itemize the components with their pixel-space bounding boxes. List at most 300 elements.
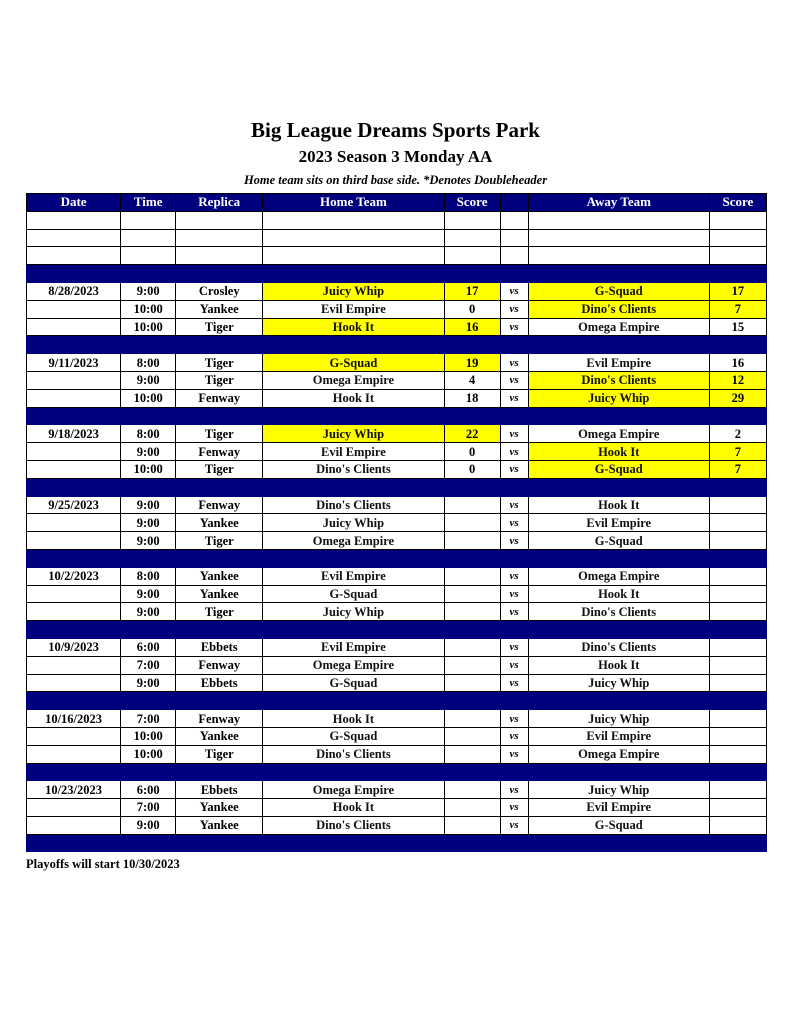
- away-team: G-Squad: [528, 282, 709, 300]
- away-team: Juicy Whip: [528, 781, 709, 799]
- game-time: 9:00: [121, 371, 176, 389]
- week-separator: [27, 478, 767, 496]
- separator-cell: [444, 692, 500, 710]
- home-team: Hook It: [263, 799, 444, 817]
- vs-label: vs: [500, 496, 528, 514]
- game-time: 9:00: [121, 514, 176, 532]
- separator-cell: [444, 407, 500, 425]
- away-score: [709, 745, 766, 763]
- home-team: Evil Empire: [263, 567, 444, 585]
- away-score: [709, 567, 766, 585]
- away-score: 12: [709, 371, 766, 389]
- game-row: [27, 389, 767, 407]
- home-team: G-Squad: [263, 585, 444, 603]
- home-team: Evil Empire: [263, 300, 444, 318]
- separator-cell: [263, 336, 444, 354]
- home-team-note: Home team sits on third base side. *Denotes Doubleheader: [243, 173, 548, 187]
- game-row: [27, 496, 767, 514]
- separator-cell: [444, 621, 500, 639]
- away-score: [709, 532, 766, 550]
- separator-cell: [263, 834, 444, 852]
- game-row: [27, 781, 767, 799]
- game-time: 7:00: [121, 799, 176, 817]
- away-team: Evil Empire: [528, 354, 709, 372]
- col-vs-header: [500, 194, 528, 212]
- separator-cell: [709, 621, 766, 639]
- col-date-header: Date: [27, 194, 121, 212]
- vs-label: vs: [500, 603, 528, 621]
- away-team: Omega Empire: [528, 425, 709, 443]
- home-team: Hook It: [263, 318, 444, 336]
- vs-label: vs: [500, 389, 528, 407]
- document-subtitle: 2023 Season 3 Monday AA: [298, 147, 493, 166]
- away-score: [709, 816, 766, 834]
- game-time: 10:00: [121, 300, 176, 318]
- separator-cell: [27, 621, 121, 639]
- game-time: 6:00: [121, 638, 176, 656]
- game-row: [27, 425, 767, 443]
- home-team: Dino's Clients: [263, 816, 444, 834]
- home-team: Juicy Whip: [263, 282, 444, 300]
- away-team: Juicy Whip: [528, 389, 709, 407]
- home-score: 0: [444, 300, 500, 318]
- vs-label: vs: [500, 781, 528, 799]
- game-date-empty: [27, 585, 121, 603]
- home-team: Omega Empire: [263, 781, 444, 799]
- vs-label: vs: [500, 710, 528, 728]
- separator-cell: [27, 692, 121, 710]
- vs-label: vs: [500, 745, 528, 763]
- separator-cell: [709, 834, 766, 852]
- vs-label: vs: [500, 354, 528, 372]
- away-score: 2: [709, 425, 766, 443]
- vs-label: vs: [500, 460, 528, 478]
- blank-cell: [176, 229, 263, 247]
- home-team: Dino's Clients: [263, 496, 444, 514]
- blank-cell: [27, 247, 121, 265]
- game-replica: Tiger: [176, 354, 263, 372]
- blank-cell: [263, 229, 444, 247]
- away-score: [709, 799, 766, 817]
- game-date-empty: [27, 816, 121, 834]
- game-row: [27, 816, 767, 834]
- game-date-empty: [27, 318, 121, 336]
- away-score: 17: [709, 282, 766, 300]
- away-team: Hook It: [528, 496, 709, 514]
- separator-cell: [121, 621, 176, 639]
- game-date-empty: [27, 532, 121, 550]
- home-team: Dino's Clients: [263, 745, 444, 763]
- home-score: [444, 656, 500, 674]
- game-row: [27, 460, 767, 478]
- blank-cell: [528, 247, 709, 265]
- vs-label: vs: [500, 799, 528, 817]
- home-score: [444, 781, 500, 799]
- game-time: 8:00: [121, 425, 176, 443]
- header-row: [27, 194, 767, 212]
- game-time: 10:00: [121, 727, 176, 745]
- game-time: 10:00: [121, 389, 176, 407]
- vs-label: vs: [500, 371, 528, 389]
- separator-cell: [500, 265, 528, 283]
- game-replica: Tiger: [176, 532, 263, 550]
- separator-cell: [528, 549, 709, 567]
- away-score: [709, 781, 766, 799]
- game-row: [27, 371, 767, 389]
- separator-cell: [263, 549, 444, 567]
- separator-cell: [528, 692, 709, 710]
- blank-cell: [444, 247, 500, 265]
- away-score: [709, 638, 766, 656]
- away-score: [709, 496, 766, 514]
- game-date-empty: [27, 514, 121, 532]
- separator-cell: [500, 692, 528, 710]
- separator-cell: [500, 621, 528, 639]
- blank-cell: [263, 247, 444, 265]
- away-score: [709, 603, 766, 621]
- separator-cell: [121, 407, 176, 425]
- vs-label: vs: [500, 318, 528, 336]
- game-time: 6:00: [121, 781, 176, 799]
- game-time: 10:00: [121, 318, 176, 336]
- game-row: [27, 443, 767, 461]
- separator-cell: [263, 763, 444, 781]
- away-score: 16: [709, 354, 766, 372]
- separator-cell: [263, 265, 444, 283]
- away-team: G-Squad: [528, 532, 709, 550]
- game-replica: Fenway: [176, 389, 263, 407]
- game-row: [27, 710, 767, 728]
- week-separator: [27, 549, 767, 567]
- game-date-empty: [27, 656, 121, 674]
- col-away-score-header: Score: [709, 194, 766, 212]
- game-replica: Yankee: [176, 567, 263, 585]
- home-team: Evil Empire: [263, 638, 444, 656]
- separator-cell: [500, 763, 528, 781]
- separator-cell: [176, 265, 263, 283]
- separator-cell: [121, 763, 176, 781]
- blank-cell: [709, 211, 766, 229]
- game-time: 10:00: [121, 460, 176, 478]
- week-separator: [27, 834, 767, 852]
- separator-cell: [176, 549, 263, 567]
- separator-cell: [176, 621, 263, 639]
- vs-label: vs: [500, 816, 528, 834]
- vs-label: vs: [500, 727, 528, 745]
- col-replica-header: Replica: [176, 194, 263, 212]
- game-date-empty: [27, 443, 121, 461]
- separator-cell: [528, 763, 709, 781]
- game-row: [27, 514, 767, 532]
- game-row: [27, 282, 767, 300]
- game-date: 10/23/2023: [27, 781, 121, 799]
- game-replica: Tiger: [176, 425, 263, 443]
- blank-row: [27, 247, 767, 265]
- separator-cell: [27, 336, 121, 354]
- game-time: 7:00: [121, 710, 176, 728]
- game-date: 10/16/2023: [27, 710, 121, 728]
- game-date: 9/18/2023: [27, 425, 121, 443]
- home-score: [444, 727, 500, 745]
- vs-label: vs: [500, 656, 528, 674]
- vs-label: vs: [500, 567, 528, 585]
- game-replica: Yankee: [176, 585, 263, 603]
- game-row: [27, 603, 767, 621]
- game-replica: Yankee: [176, 514, 263, 532]
- away-score: 7: [709, 300, 766, 318]
- game-time: 8:00: [121, 567, 176, 585]
- game-time: 9:00: [121, 496, 176, 514]
- game-row: [27, 300, 767, 318]
- blank-cell: [121, 229, 176, 247]
- game-row: [27, 585, 767, 603]
- blank-cell: [444, 229, 500, 247]
- home-score: [444, 799, 500, 817]
- away-team: Hook It: [528, 443, 709, 461]
- separator-cell: [27, 265, 121, 283]
- game-date-empty: [27, 460, 121, 478]
- home-team: G-Squad: [263, 727, 444, 745]
- schedule-body: [27, 211, 767, 852]
- home-score: [444, 496, 500, 514]
- away-team: Omega Empire: [528, 318, 709, 336]
- blank-cell: [121, 211, 176, 229]
- home-score: 17: [444, 282, 500, 300]
- separator-cell: [263, 692, 444, 710]
- col-home-score-header: Score: [444, 194, 500, 212]
- home-team: Hook It: [263, 710, 444, 728]
- vs-label: vs: [500, 532, 528, 550]
- blank-cell: [500, 229, 528, 247]
- game-date-empty: [27, 603, 121, 621]
- away-team: Omega Empire: [528, 745, 709, 763]
- separator-cell: [121, 692, 176, 710]
- vs-label: vs: [500, 674, 528, 692]
- game-time: 8:00: [121, 354, 176, 372]
- vs-label: vs: [500, 425, 528, 443]
- separator-cell: [709, 265, 766, 283]
- separator-cell: [444, 336, 500, 354]
- game-replica: Tiger: [176, 460, 263, 478]
- blank-cell: [263, 211, 444, 229]
- home-score: 19: [444, 354, 500, 372]
- game-replica: Crosley: [176, 282, 263, 300]
- separator-cell: [444, 763, 500, 781]
- game-time: 9:00: [121, 282, 176, 300]
- playoffs-note: Playoffs will start 10/30/2023: [26, 857, 180, 871]
- game-time: 9:00: [121, 816, 176, 834]
- game-date-empty: [27, 371, 121, 389]
- separator-cell: [709, 549, 766, 567]
- game-row: [27, 567, 767, 585]
- away-score: [709, 656, 766, 674]
- week-separator: [27, 692, 767, 710]
- away-score: [709, 727, 766, 745]
- game-replica: Ebbets: [176, 781, 263, 799]
- game-replica: Yankee: [176, 727, 263, 745]
- separator-cell: [500, 834, 528, 852]
- week-separator: [27, 336, 767, 354]
- away-team: Juicy Whip: [528, 710, 709, 728]
- game-date-empty: [27, 745, 121, 763]
- separator-cell: [176, 407, 263, 425]
- separator-cell: [121, 834, 176, 852]
- game-date-empty: [27, 300, 121, 318]
- blank-cell: [176, 211, 263, 229]
- game-replica: Tiger: [176, 371, 263, 389]
- blank-cell: [500, 247, 528, 265]
- game-replica: Tiger: [176, 745, 263, 763]
- separator-cell: [444, 834, 500, 852]
- away-team: Omega Empire: [528, 567, 709, 585]
- home-score: 4: [444, 371, 500, 389]
- separator-cell: [709, 692, 766, 710]
- home-score: [444, 514, 500, 532]
- separator-cell: [528, 407, 709, 425]
- game-row: [27, 318, 767, 336]
- blank-cell: [709, 247, 766, 265]
- blank-row: [27, 211, 767, 229]
- separator-cell: [176, 692, 263, 710]
- col-time-header: Time: [121, 194, 176, 212]
- schedule-table: [26, 193, 767, 852]
- vs-label: vs: [500, 300, 528, 318]
- home-score: 0: [444, 443, 500, 461]
- separator-cell: [709, 763, 766, 781]
- away-team: G-Squad: [528, 460, 709, 478]
- game-replica: Fenway: [176, 656, 263, 674]
- blank-cell: [27, 229, 121, 247]
- separator-cell: [263, 621, 444, 639]
- separator-cell: [709, 478, 766, 496]
- game-date-empty: [27, 799, 121, 817]
- away-score: 7: [709, 460, 766, 478]
- separator-cell: [176, 834, 263, 852]
- separator-cell: [27, 834, 121, 852]
- separator-cell: [444, 265, 500, 283]
- col-home-team-header: Home Team: [263, 194, 444, 212]
- game-row: [27, 638, 767, 656]
- away-score: [709, 710, 766, 728]
- home-score: 18: [444, 389, 500, 407]
- game-replica: Fenway: [176, 443, 263, 461]
- away-team: Dino's Clients: [528, 371, 709, 389]
- home-team: Juicy Whip: [263, 603, 444, 621]
- separator-cell: [500, 407, 528, 425]
- game-time: 9:00: [121, 603, 176, 621]
- away-score: [709, 674, 766, 692]
- away-team: Hook It: [528, 656, 709, 674]
- game-date-empty: [27, 389, 121, 407]
- game-replica: Ebbets: [176, 638, 263, 656]
- blank-cell: [176, 247, 263, 265]
- away-team: Dino's Clients: [528, 300, 709, 318]
- home-score: [444, 567, 500, 585]
- home-team: G-Squad: [263, 674, 444, 692]
- blank-cell: [121, 247, 176, 265]
- away-team: Evil Empire: [528, 799, 709, 817]
- game-row: [27, 745, 767, 763]
- away-score: 29: [709, 389, 766, 407]
- home-team: Omega Empire: [263, 656, 444, 674]
- week-separator: [27, 265, 767, 283]
- home-score: [444, 585, 500, 603]
- game-row: [27, 674, 767, 692]
- home-team: Evil Empire: [263, 443, 444, 461]
- home-score: [444, 710, 500, 728]
- away-team: Evil Empire: [528, 727, 709, 745]
- week-separator: [27, 407, 767, 425]
- home-score: [444, 638, 500, 656]
- week-separator: [27, 763, 767, 781]
- document-title: Big League Dreams Sports Park: [251, 118, 540, 142]
- game-replica: Yankee: [176, 799, 263, 817]
- vs-label: vs: [500, 638, 528, 656]
- blank-row: [27, 229, 767, 247]
- separator-cell: [121, 265, 176, 283]
- away-team: Hook It: [528, 585, 709, 603]
- away-score: [709, 514, 766, 532]
- game-time: 7:00: [121, 656, 176, 674]
- vs-label: vs: [500, 282, 528, 300]
- home-score: 0: [444, 460, 500, 478]
- blank-cell: [528, 229, 709, 247]
- game-date: 10/2/2023: [27, 567, 121, 585]
- home-score: [444, 745, 500, 763]
- game-replica: Yankee: [176, 300, 263, 318]
- vs-label: vs: [500, 585, 528, 603]
- game-time: 9:00: [121, 585, 176, 603]
- separator-cell: [263, 478, 444, 496]
- separator-cell: [263, 407, 444, 425]
- home-score: 16: [444, 318, 500, 336]
- home-score: 22: [444, 425, 500, 443]
- separator-cell: [444, 478, 500, 496]
- separator-cell: [709, 336, 766, 354]
- away-team: Dino's Clients: [528, 638, 709, 656]
- separator-cell: [27, 407, 121, 425]
- blank-cell: [444, 211, 500, 229]
- game-time: 10:00: [121, 745, 176, 763]
- home-team: Juicy Whip: [263, 514, 444, 532]
- game-row: [27, 727, 767, 745]
- blank-cell: [709, 229, 766, 247]
- game-replica: Ebbets: [176, 674, 263, 692]
- game-time: 9:00: [121, 674, 176, 692]
- away-team: G-Squad: [528, 816, 709, 834]
- blank-cell: [27, 211, 121, 229]
- home-score: [444, 532, 500, 550]
- separator-cell: [528, 478, 709, 496]
- home-team: Juicy Whip: [263, 425, 444, 443]
- home-score: [444, 603, 500, 621]
- away-team: Juicy Whip: [528, 674, 709, 692]
- vs-label: vs: [500, 514, 528, 532]
- separator-cell: [528, 336, 709, 354]
- separator-cell: [176, 763, 263, 781]
- separator-cell: [27, 478, 121, 496]
- game-replica: Fenway: [176, 496, 263, 514]
- game-date: 8/28/2023: [27, 282, 121, 300]
- separator-cell: [176, 478, 263, 496]
- col-away-team-header: Away Team: [528, 194, 709, 212]
- away-score: 7: [709, 443, 766, 461]
- separator-cell: [444, 549, 500, 567]
- home-score: [444, 674, 500, 692]
- blank-cell: [500, 211, 528, 229]
- game-replica: Tiger: [176, 318, 263, 336]
- game-date: 9/25/2023: [27, 496, 121, 514]
